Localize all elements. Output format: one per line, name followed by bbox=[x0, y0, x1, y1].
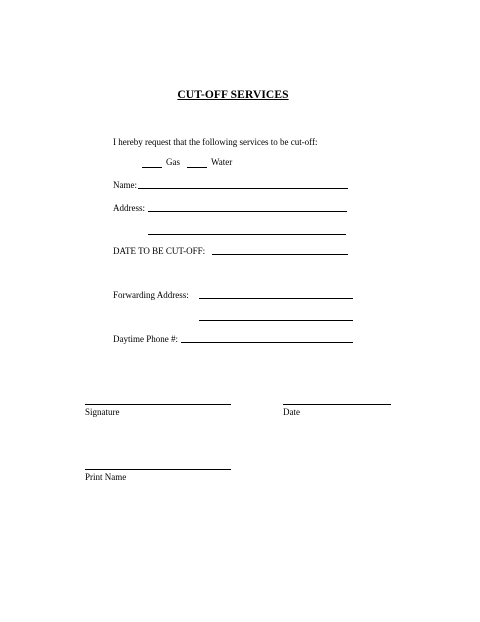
print-name-line[interactable] bbox=[85, 469, 231, 470]
gas-blank[interactable] bbox=[142, 159, 162, 168]
forwarding-address-line-2[interactable] bbox=[199, 320, 353, 321]
intro-text: I hereby request that the following services to be cut-off: bbox=[113, 137, 318, 147]
form-title: CUT-OFF SERVICES bbox=[177, 89, 289, 101]
daytime-phone-field-line[interactable] bbox=[181, 342, 353, 343]
address-field-line-2[interactable] bbox=[148, 234, 346, 235]
water-blank[interactable] bbox=[187, 159, 207, 168]
gas-label: Gas bbox=[166, 157, 180, 167]
print-name-label: Print Name bbox=[85, 472, 127, 482]
address-label: Address: bbox=[113, 203, 145, 213]
name-label: Name: bbox=[113, 180, 137, 190]
service-options-row bbox=[142, 157, 232, 168]
date-signed-line[interactable] bbox=[283, 404, 391, 405]
forwarding-address-label: Forwarding Address: bbox=[113, 290, 189, 300]
daytime-phone-label: Daytime Phone #: bbox=[113, 334, 178, 344]
water-label: Water bbox=[211, 157, 233, 167]
address-field-line-1[interactable] bbox=[148, 211, 347, 212]
signature-label: Signature bbox=[85, 407, 120, 417]
forwarding-address-line-1[interactable] bbox=[199, 298, 353, 299]
date-cutoff-label: DATE TO BE CUT-OFF: bbox=[113, 246, 206, 256]
date-signed-label: Date bbox=[283, 407, 300, 417]
name-field-line[interactable] bbox=[138, 188, 348, 189]
date-cutoff-field-line[interactable] bbox=[212, 254, 348, 255]
signature-line[interactable] bbox=[85, 404, 231, 405]
